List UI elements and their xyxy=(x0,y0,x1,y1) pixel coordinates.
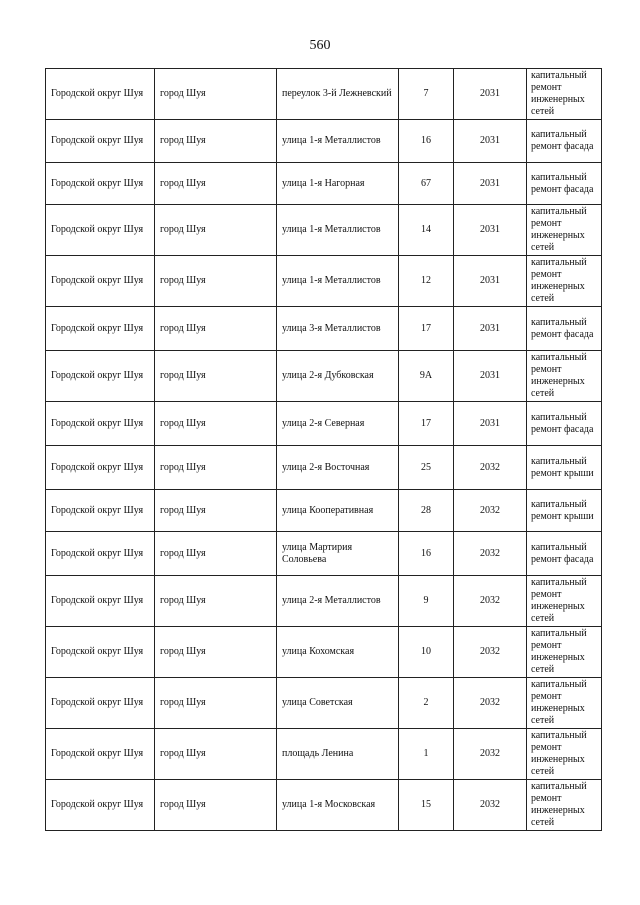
street-cell: улица Кохомская xyxy=(277,627,399,678)
house-number-cell: 14 xyxy=(399,205,454,256)
street-cell: улица 2-я Дубковская xyxy=(277,351,399,402)
municipality-cell: Городской округ Шуя xyxy=(46,205,155,256)
table-row xyxy=(46,490,602,532)
table-row xyxy=(46,402,602,446)
work-type-cell: капитальный ремонт инженерных сетей xyxy=(527,205,602,256)
house-number-cell: 17 xyxy=(399,402,454,446)
street-cell: улица 2-я Северная xyxy=(277,402,399,446)
work-type-cell: капитальный ремонт фасада xyxy=(527,163,602,205)
year-cell: 2032 xyxy=(454,532,527,576)
year-cell: 2031 xyxy=(454,205,527,256)
locality-cell: город Шуя xyxy=(155,163,277,205)
house-number-cell: 17 xyxy=(399,307,454,351)
year-cell: 2032 xyxy=(454,627,527,678)
street-cell: улица 1-я Металлистов xyxy=(277,205,399,256)
house-number-cell: 1 xyxy=(399,729,454,780)
table-row xyxy=(46,576,602,627)
table-row xyxy=(46,678,602,729)
year-cell: 2031 xyxy=(454,120,527,163)
street-cell: улица 2-я Металлистов xyxy=(277,576,399,627)
street-cell: улица 2-я Восточная xyxy=(277,446,399,490)
year-cell: 2031 xyxy=(454,402,527,446)
work-type-cell: капитальный ремонт фасада xyxy=(527,307,602,351)
locality-cell: город Шуя xyxy=(155,307,277,351)
municipality-cell: Городской округ Шуя xyxy=(46,780,155,831)
work-type-cell: капитальный ремонт фасада xyxy=(527,120,602,163)
work-type-cell: капитальный ремонт крыши xyxy=(527,446,602,490)
street-cell: улица Кооперативная xyxy=(277,490,399,532)
year-cell: 2032 xyxy=(454,780,527,831)
municipality-cell: Городской округ Шуя xyxy=(46,307,155,351)
table-row xyxy=(46,351,602,402)
house-number-cell: 2 xyxy=(399,678,454,729)
work-type-cell: капитальный ремонт инженерных сетей xyxy=(527,576,602,627)
municipality-cell: Городской округ Шуя xyxy=(46,402,155,446)
table-row xyxy=(46,205,602,256)
table-row xyxy=(46,120,602,163)
locality-cell: город Шуя xyxy=(155,351,277,402)
street-cell: переулок 3-й Лежневский xyxy=(277,69,399,120)
municipality-cell: Городской округ Шуя xyxy=(46,532,155,576)
municipality-cell: Городской округ Шуя xyxy=(46,120,155,163)
table-row xyxy=(46,627,602,678)
year-cell: 2032 xyxy=(454,490,527,532)
locality-cell: город Шуя xyxy=(155,532,277,576)
table-row xyxy=(46,163,602,205)
locality-cell: город Шуя xyxy=(155,627,277,678)
municipality-cell: Городской округ Шуя xyxy=(46,729,155,780)
year-cell: 2032 xyxy=(454,678,527,729)
year-cell: 2031 xyxy=(454,256,527,307)
house-number-cell: 7 xyxy=(399,69,454,120)
work-type-cell: капитальный ремонт фасада xyxy=(527,532,602,576)
street-cell: площадь Ленина xyxy=(277,729,399,780)
house-number-cell: 16 xyxy=(399,532,454,576)
locality-cell: город Шуя xyxy=(155,678,277,729)
municipality-cell: Городской округ Шуя xyxy=(46,490,155,532)
table-row xyxy=(46,780,602,831)
work-type-cell: капитальный ремонт крыши xyxy=(527,490,602,532)
street-cell: улица 1-я Московская xyxy=(277,780,399,831)
year-cell: 2031 xyxy=(454,307,527,351)
locality-cell: город Шуя xyxy=(155,205,277,256)
street-cell: улица 3-я Металлистов xyxy=(277,307,399,351)
locality-cell: город Шуя xyxy=(155,402,277,446)
work-type-cell: капитальный ремонт инженерных сетей xyxy=(527,69,602,120)
table-row xyxy=(46,256,602,307)
year-cell: 2031 xyxy=(454,351,527,402)
work-type-cell: капитальный ремонт инженерных сетей xyxy=(527,256,602,307)
locality-cell: город Шуя xyxy=(155,729,277,780)
street-cell: улица 1-я Металлистов xyxy=(277,120,399,163)
work-type-cell: капитальный ремонт инженерных сетей xyxy=(527,627,602,678)
work-type-cell: капитальный ремонт инженерных сетей xyxy=(527,678,602,729)
house-number-cell: 10 xyxy=(399,627,454,678)
street-cell: улица Советская xyxy=(277,678,399,729)
street-cell: улица 1-я Металлистов xyxy=(277,256,399,307)
year-cell: 2032 xyxy=(454,576,527,627)
locality-cell: город Шуя xyxy=(155,256,277,307)
locality-cell: город Шуя xyxy=(155,576,277,627)
table-row xyxy=(46,532,602,576)
work-type-cell: капитальный ремонт инженерных сетей xyxy=(527,729,602,780)
repair-schedule-table xyxy=(45,68,602,831)
year-cell: 2032 xyxy=(454,729,527,780)
street-cell: улица Мартирия Соловьева xyxy=(277,532,399,576)
work-type-cell: капитальный ремонт инженерных сетей xyxy=(527,351,602,402)
locality-cell: город Шуя xyxy=(155,120,277,163)
house-number-cell: 28 xyxy=(399,490,454,532)
work-type-cell: капитальный ремонт инженерных сетей xyxy=(527,780,602,831)
house-number-cell: 12 xyxy=(399,256,454,307)
municipality-cell: Городской округ Шуя xyxy=(46,351,155,402)
municipality-cell: Городской округ Шуя xyxy=(46,256,155,307)
table-row xyxy=(46,307,602,351)
year-cell: 2031 xyxy=(454,69,527,120)
locality-cell: город Шуя xyxy=(155,780,277,831)
house-number-cell: 15 xyxy=(399,780,454,831)
municipality-cell: Городской округ Шуя xyxy=(46,163,155,205)
house-number-cell: 16 xyxy=(399,120,454,163)
municipality-cell: Городской округ Шуя xyxy=(46,678,155,729)
locality-cell: город Шуя xyxy=(155,446,277,490)
municipality-cell: Городской округ Шуя xyxy=(46,627,155,678)
locality-cell: город Шуя xyxy=(155,69,277,120)
year-cell: 2032 xyxy=(454,446,527,490)
municipality-cell: Городской округ Шуя xyxy=(46,576,155,627)
street-cell: улица 1-я Нагорная xyxy=(277,163,399,205)
locality-cell: город Шуя xyxy=(155,490,277,532)
house-number-cell: 9 xyxy=(399,576,454,627)
house-number-cell: 9А xyxy=(399,351,454,402)
page-number: 560 xyxy=(309,38,331,53)
house-number-cell: 25 xyxy=(399,446,454,490)
year-cell: 2031 xyxy=(454,163,527,205)
municipality-cell: Городской округ Шуя xyxy=(46,69,155,120)
table-row xyxy=(46,729,602,780)
municipality-cell: Городской округ Шуя xyxy=(46,446,155,490)
table-body xyxy=(46,69,602,831)
work-type-cell: капитальный ремонт фасада xyxy=(527,402,602,446)
house-number-cell: 67 xyxy=(399,163,454,205)
table-row xyxy=(46,446,602,490)
table-row xyxy=(46,69,602,120)
